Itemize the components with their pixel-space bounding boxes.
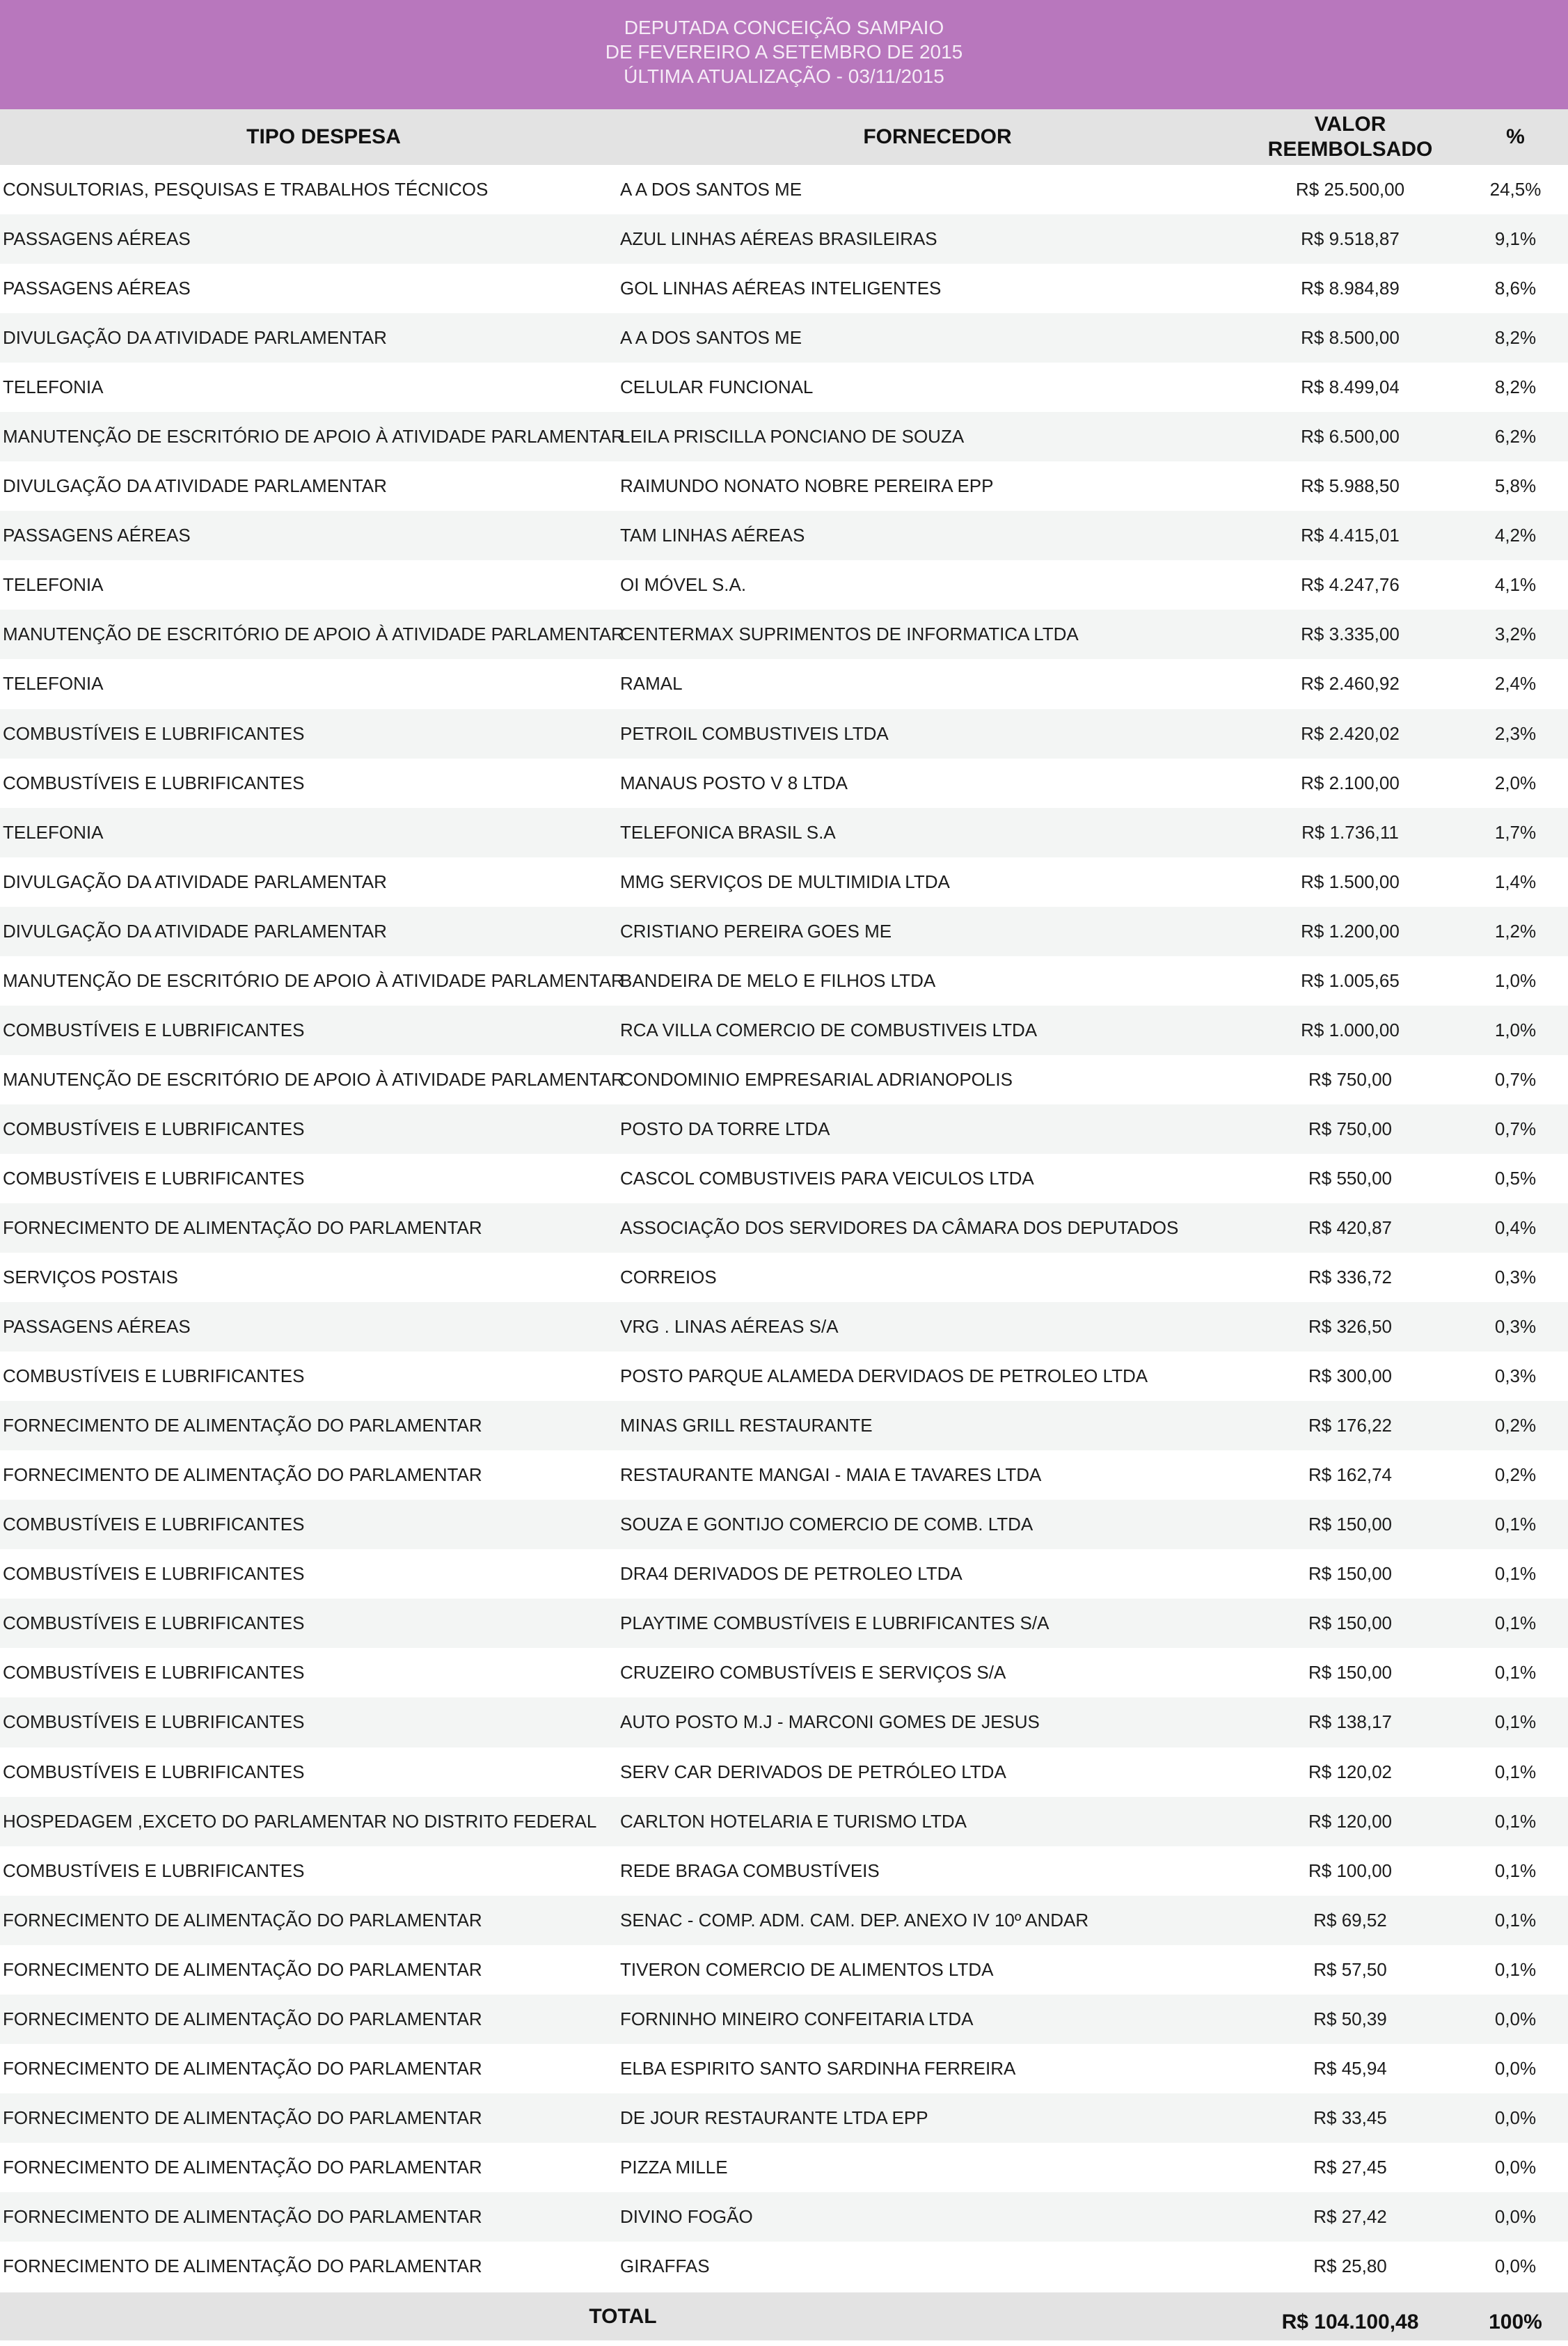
cell-valor: R$ 300,00	[1308, 1365, 1392, 1387]
cell-percent: 0,0%	[1494, 2107, 1537, 2128]
cell-valor: R$ 25.500,00	[1295, 179, 1405, 200]
cell-valor: R$ 150,00	[1308, 1662, 1392, 1683]
cell-percent: 1,2%	[1494, 920, 1537, 942]
table-row	[0, 759, 1568, 808]
table-row	[0, 264, 1568, 313]
cell-fornecedor: RAIMUNDO NONATO NOBRE PEREIRA EPP	[620, 475, 994, 497]
table-row	[0, 2192, 1568, 2242]
cell-percent: 0,2%	[1494, 1415, 1537, 1436]
cell-tipo-despesa: COMBUSTÍVEIS E LUBRIFICANTES	[3, 1860, 305, 1881]
cell-fornecedor: CELULAR FUNCIONAL	[620, 377, 814, 398]
cell-valor: R$ 100,00	[1308, 1860, 1392, 1881]
cell-tipo-despesa: DIVULGAÇÃO DA ATIVIDADE PARLAMENTAR	[3, 327, 387, 349]
cell-valor: R$ 25,80	[1313, 2255, 1387, 2276]
cell-tipo-despesa: SERVIÇOS POSTAIS	[3, 1267, 178, 1288]
cell-tipo-despesa: COMBUSTÍVEIS E LUBRIFICANTES	[3, 1612, 305, 1634]
total-percent: 100%	[1489, 2310, 1542, 2333]
cell-percent: 8,2%	[1494, 327, 1537, 349]
cell-valor: R$ 176,22	[1308, 1415, 1392, 1436]
cell-tipo-despesa: FORNECIMENTO DE ALIMENTAÇÃO DO PARLAMENTAR	[3, 1958, 482, 1980]
cell-valor: R$ 5.988,50	[1301, 475, 1400, 497]
cell-tipo-despesa: COMBUSTÍVEIS E LUBRIFICANTES	[3, 1167, 305, 1189]
table-row	[0, 1352, 1568, 1401]
cell-fornecedor: CASCOL COMBUSTIVEIS PARA VEICULOS LTDA	[620, 1167, 1034, 1189]
cell-valor: R$ 750,00	[1308, 1068, 1392, 1090]
cell-fornecedor: CENTERMAX SUPRIMENTOS DE INFORMATICA LTDA	[620, 624, 1079, 645]
cell-fornecedor: CRISTIANO PEREIRA GOES ME	[620, 920, 892, 942]
table-row	[0, 1995, 1568, 2044]
table-row	[0, 1302, 1568, 1352]
cell-valor: R$ 120,00	[1308, 1810, 1392, 1832]
cell-fornecedor: A A DOS SANTOS ME	[620, 327, 802, 349]
cell-valor: R$ 1.500,00	[1301, 871, 1400, 892]
cell-tipo-despesa: FORNECIMENTO DE ALIMENTAÇÃO DO PARLAMENTAR	[3, 2255, 482, 2276]
cell-fornecedor: ELBA ESPIRITO SANTO SARDINHA FERREIRA	[620, 2057, 1016, 2079]
cell-tipo-despesa: COMBUSTÍVEIS E LUBRIFICANTES	[3, 1118, 305, 1139]
cell-percent: 2,0%	[1494, 772, 1537, 793]
table-row	[0, 2143, 1568, 2192]
cell-tipo-despesa: TELEFONIA	[3, 574, 104, 596]
cell-tipo-despesa: MANUTENÇÃO DE ESCRITÓRIO DE APOIO À ATIVIDADE PARLAMENTAR	[3, 426, 624, 447]
cell-valor: R$ 9.518,87	[1301, 228, 1400, 250]
cell-tipo-despesa: TELEFONIA	[3, 377, 104, 398]
cell-percent: 0,3%	[1494, 1365, 1537, 1387]
table-row	[0, 1253, 1568, 1302]
table-row	[0, 659, 1568, 708]
cell-fornecedor: FORNINHO MINEIRO CONFEITARIA LTDA	[620, 2008, 974, 2029]
cell-percent: 0,1%	[1494, 1612, 1537, 1634]
cell-fornecedor: POSTO DA TORRE LTDA	[620, 1118, 830, 1139]
table-total-row	[0, 2292, 1568, 2340]
cell-valor: R$ 162,74	[1308, 1464, 1392, 1486]
cell-tipo-despesa: TELEFONIA	[3, 673, 104, 695]
cell-percent: 0,7%	[1494, 1068, 1537, 1090]
cell-fornecedor: REDE BRAGA COMBUSTÍVEIS	[620, 1860, 880, 1881]
cell-tipo-despesa: COMBUSTÍVEIS E LUBRIFICANTES	[3, 1711, 305, 1733]
cell-fornecedor: LEILA PRISCILLA PONCIANO DE SOUZA	[620, 426, 965, 447]
table-row	[0, 808, 1568, 857]
cell-percent: 6,2%	[1494, 426, 1537, 447]
cell-percent: 0,1%	[1494, 1860, 1537, 1881]
cell-fornecedor: TAM LINHAS AÉREAS	[620, 525, 805, 546]
cell-percent: 0,7%	[1494, 1118, 1537, 1139]
table-row	[0, 1549, 1568, 1599]
cell-valor: R$ 8.500,00	[1301, 327, 1400, 349]
cell-fornecedor: SENAC - COMP. ADM. CAM. DEP. ANEXO IV 10º ANDAR	[620, 1909, 1089, 1931]
table-row	[0, 313, 1568, 363]
table-row	[0, 1599, 1568, 1648]
table-row	[0, 1896, 1568, 1945]
cell-fornecedor: BANDEIRA DE MELO E FILHOS LTDA	[620, 969, 936, 991]
cell-percent: 9,1%	[1494, 228, 1537, 250]
cell-fornecedor: A A DOS SANTOS ME	[620, 179, 802, 200]
cell-fornecedor: PLAYTIME COMBUSTÍVEIS E LUBRIFICANTES S/A	[620, 1612, 1050, 1634]
table-row	[0, 461, 1568, 511]
cell-valor: R$ 336,72	[1308, 1267, 1392, 1288]
report-title: DEPUTADA CONCEIÇÃO SAMPAIO	[624, 17, 944, 38]
cell-valor: R$ 8.984,89	[1301, 278, 1400, 299]
table-row	[0, 1203, 1568, 1253]
table-row	[0, 1747, 1568, 1797]
cell-tipo-despesa: FORNECIMENTO DE ALIMENTAÇÃO DO PARLAMENTAR	[3, 1909, 482, 1931]
table-row	[0, 1154, 1568, 1203]
cell-valor: R$ 8.499,04	[1301, 377, 1400, 398]
cell-tipo-despesa: PASSAGENS AÉREAS	[3, 278, 191, 299]
cell-percent: 0,1%	[1494, 1810, 1537, 1832]
cell-tipo-despesa: FORNECIMENTO DE ALIMENTAÇÃO DO PARLAMENTAR	[3, 2156, 482, 2178]
cell-valor: R$ 150,00	[1308, 1612, 1392, 1634]
cell-tipo-despesa: FORNECIMENTO DE ALIMENTAÇÃO DO PARLAMENTAR	[3, 2107, 482, 2128]
table-row	[0, 1697, 1568, 1747]
cell-valor: R$ 120,02	[1308, 1761, 1392, 1782]
cell-tipo-despesa: FORNECIMENTO DE ALIMENTAÇÃO DO PARLAMENTAR	[3, 2205, 482, 2227]
cell-tipo-despesa: MANUTENÇÃO DE ESCRITÓRIO DE APOIO À ATIVIDADE PARLAMENTAR	[3, 969, 624, 991]
cell-fornecedor: CORREIOS	[620, 1267, 717, 1288]
cell-fornecedor: VRG . LINAS AÉREAS S/A	[620, 1316, 839, 1338]
cell-tipo-despesa: COMBUSTÍVEIS E LUBRIFICANTES	[3, 1662, 305, 1683]
table-row	[0, 1500, 1568, 1549]
total-value: R$ 104.100,48	[1281, 2310, 1419, 2333]
table-row	[0, 1648, 1568, 1697]
cell-percent: 0,0%	[1494, 2255, 1537, 2276]
report-period: DE FEVEREIRO A SETEMBRO DE 2015	[605, 41, 963, 63]
cell-percent: 24,5%	[1489, 179, 1542, 200]
cell-percent: 0,0%	[1494, 2057, 1537, 2079]
cell-valor: R$ 50,39	[1313, 2008, 1387, 2029]
cell-fornecedor: SERV CAR DERIVADOS DE PETRÓLEO LTDA	[620, 1761, 1006, 1782]
cell-percent: 0,2%	[1494, 1464, 1537, 1486]
cell-percent: 0,1%	[1494, 1958, 1537, 1980]
cell-fornecedor: MMG SERVIÇOS DE MULTIMIDIA LTDA	[620, 871, 950, 892]
cell-percent: 1,0%	[1494, 1019, 1537, 1040]
table-row	[0, 907, 1568, 956]
cell-tipo-despesa: PASSAGENS AÉREAS	[3, 1316, 191, 1338]
cell-valor: R$ 420,87	[1308, 1217, 1392, 1238]
column-header-percent: %	[1506, 125, 1525, 148]
cell-percent: 0,1%	[1494, 1662, 1537, 1683]
cell-tipo-despesa: COMBUSTÍVEIS E LUBRIFICANTES	[3, 1365, 305, 1387]
cell-percent: 8,6%	[1494, 278, 1537, 299]
cell-tipo-despesa: DIVULGAÇÃO DA ATIVIDADE PARLAMENTAR	[3, 920, 387, 942]
cell-tipo-despesa: PASSAGENS AÉREAS	[3, 525, 191, 546]
cell-fornecedor: PIZZA MILLE	[620, 2156, 728, 2178]
cell-percent: 0,1%	[1494, 1711, 1537, 1733]
cell-tipo-despesa: FORNECIMENTO DE ALIMENTAÇÃO DO PARLAMENTAR	[3, 2008, 482, 2029]
table-row	[0, 1846, 1568, 1896]
cell-valor: R$ 150,00	[1308, 1563, 1392, 1585]
cell-percent: 8,2%	[1494, 377, 1537, 398]
table-row	[0, 1401, 1568, 1450]
table-row	[0, 165, 1568, 214]
cell-fornecedor: CARLTON HOTELARIA E TURISMO LTDA	[620, 1810, 967, 1832]
table-row	[0, 511, 1568, 560]
table-row	[0, 1104, 1568, 1154]
cell-fornecedor: DE JOUR RESTAURANTE LTDA EPP	[620, 2107, 928, 2128]
cell-tipo-despesa: COMBUSTÍVEIS E LUBRIFICANTES	[3, 1514, 305, 1535]
cell-tipo-despesa: HOSPEDAGEM ,EXCETO DO PARLAMENTAR NO DISTRITO FEDERAL	[3, 1810, 597, 1832]
cell-fornecedor: MINAS GRILL RESTAURANTE	[620, 1415, 873, 1436]
table-row	[0, 2044, 1568, 2093]
cell-valor: R$ 27,45	[1313, 2156, 1387, 2178]
cell-fornecedor: DRA4 DERIVADOS DE PETROLEO LTDA	[620, 1563, 963, 1585]
table-row	[0, 214, 1568, 264]
cell-fornecedor: OI MÓVEL S.A.	[620, 574, 747, 596]
cell-valor: R$ 4.247,76	[1301, 574, 1400, 596]
table-header	[0, 109, 1568, 165]
cell-tipo-despesa: DIVULGAÇÃO DA ATIVIDADE PARLAMENTAR	[3, 871, 387, 892]
cell-percent: 0,1%	[1494, 1563, 1537, 1585]
column-header-fornecedor: FORNECEDOR	[863, 125, 1012, 148]
table-row	[0, 2242, 1568, 2291]
cell-fornecedor: DIVINO FOGÃO	[620, 2205, 753, 2227]
cell-percent: 1,7%	[1494, 821, 1537, 843]
cell-tipo-despesa: CONSULTORIAS, PESQUISAS E TRABALHOS TÉCNICOS	[3, 179, 489, 200]
column-header-valor-reembolsado	[1239, 109, 1462, 165]
cell-valor: R$ 45,94	[1313, 2057, 1387, 2079]
cell-percent: 0,5%	[1494, 1167, 1537, 1189]
cell-valor: R$ 33,45	[1313, 2107, 1387, 2128]
cell-valor: R$ 57,50	[1313, 1958, 1387, 1980]
cell-fornecedor: RESTAURANTE MANGAI - MAIA E TAVARES LTDA	[620, 1464, 1042, 1486]
table-row	[0, 857, 1568, 907]
cell-fornecedor: POSTO PARQUE ALAMEDA DERVIDAOS DE PETROLEO LTDA	[620, 1365, 1148, 1387]
cell-percent: 4,2%	[1494, 525, 1537, 546]
cell-fornecedor: MANAUS POSTO V 8 LTDA	[620, 772, 848, 793]
cell-fornecedor: PETROIL COMBUSTIVEIS LTDA	[620, 722, 889, 744]
cell-fornecedor: AZUL LINHAS AÉREAS BRASILEIRAS	[620, 228, 937, 250]
cell-tipo-despesa: FORNECIMENTO DE ALIMENTAÇÃO DO PARLAMENTAR	[3, 1415, 482, 1436]
cell-percent: 0,1%	[1494, 1761, 1537, 1782]
cell-fornecedor: ASSOCIAÇÃO DOS SERVIDORES DA CÂMARA DOS DEPUTADOS	[620, 1217, 1179, 1238]
cell-fornecedor: CONDOMINIO EMPRESARIAL ADRIANOPOLIS	[620, 1068, 1013, 1090]
cell-percent: 0,3%	[1494, 1316, 1537, 1338]
report-update-date: ÚLTIMA ATUALIZAÇÃO - 03/11/2015	[624, 65, 944, 87]
table-row	[0, 1945, 1568, 1995]
cell-tipo-despesa: FORNECIMENTO DE ALIMENTAÇÃO DO PARLAMENTAR	[3, 1464, 482, 1486]
cell-fornecedor: RCA VILLA COMERCIO DE COMBUSTIVEIS LTDA	[620, 1019, 1038, 1040]
cell-percent: 5,8%	[1494, 475, 1537, 497]
cell-percent: 0,0%	[1494, 2205, 1537, 2227]
cell-percent: 1,4%	[1494, 871, 1537, 892]
cell-percent: 0,3%	[1494, 1267, 1537, 1288]
cell-percent: 0,1%	[1494, 1909, 1537, 1931]
cell-tipo-despesa: COMBUSTÍVEIS E LUBRIFICANTES	[3, 1563, 305, 1585]
cell-tipo-despesa: COMBUSTÍVEIS E LUBRIFICANTES	[3, 1761, 305, 1782]
cell-percent: 0,0%	[1494, 2008, 1537, 2029]
cell-valor: R$ 326,50	[1308, 1316, 1392, 1338]
cell-fornecedor: TELEFONICA BRASIL S.A	[620, 821, 836, 843]
table-row	[0, 610, 1568, 659]
cell-percent: 3,2%	[1494, 624, 1537, 645]
table-row	[0, 412, 1568, 461]
cell-tipo-despesa: PASSAGENS AÉREAS	[3, 228, 191, 250]
total-label: TOTAL	[589, 2304, 657, 2328]
cell-fornecedor: GOL LINHAS AÉREAS INTELIGENTES	[620, 278, 942, 299]
table-row	[0, 2093, 1568, 2143]
cell-valor: R$ 27,42	[1313, 2205, 1387, 2227]
cell-tipo-despesa: COMBUSTÍVEIS E LUBRIFICANTES	[3, 722, 305, 744]
table-row	[0, 956, 1568, 1006]
cell-valor: R$ 1.736,11	[1301, 821, 1399, 843]
cell-percent: 2,4%	[1494, 673, 1537, 695]
table-row	[0, 1450, 1568, 1500]
cell-valor: R$ 1.200,00	[1301, 920, 1400, 942]
cell-valor: R$ 550,00	[1308, 1167, 1392, 1189]
cell-valor: R$ 138,17	[1308, 1711, 1392, 1733]
cell-tipo-despesa: FORNECIMENTO DE ALIMENTAÇÃO DO PARLAMENTAR	[3, 2057, 482, 2079]
table-row	[0, 560, 1568, 610]
cell-valor: R$ 1.000,00	[1301, 1019, 1400, 1040]
table-body	[0, 165, 1568, 2291]
cell-valor: R$ 1.005,65	[1301, 969, 1400, 991]
column-header-valor-line2: REEMBOLSADO	[1267, 138, 1433, 161]
cell-valor: R$ 2.420,02	[1301, 722, 1400, 744]
cell-fornecedor: TIVERON COMERCIO DE ALIMENTOS LTDA	[620, 1958, 994, 1980]
cell-percent: 4,1%	[1494, 574, 1537, 596]
cell-valor: R$ 3.335,00	[1301, 624, 1400, 645]
cell-fornecedor: SOUZA E GONTIJO COMERCIO DE COMB. LTDA	[620, 1514, 1034, 1535]
cell-valor: R$ 2.460,92	[1301, 673, 1400, 695]
cell-tipo-despesa: COMBUSTÍVEIS E LUBRIFICANTES	[3, 772, 305, 793]
column-header-valor-line1: VALOR	[1314, 113, 1386, 136]
table-row	[0, 1797, 1568, 1846]
cell-tipo-despesa: MANUTENÇÃO DE ESCRITÓRIO DE APOIO À ATIVIDADE PARLAMENTAR	[3, 1068, 624, 1090]
cell-tipo-despesa: TELEFONIA	[3, 821, 104, 843]
cell-percent: 1,0%	[1494, 969, 1537, 991]
cell-valor: R$ 2.100,00	[1301, 772, 1400, 793]
cell-tipo-despesa: COMBUSTÍVEIS E LUBRIFICANTES	[3, 1019, 305, 1040]
cell-fornecedor: GIRAFFAS	[620, 2255, 710, 2276]
cell-percent: 0,0%	[1494, 2156, 1537, 2178]
cell-tipo-despesa: FORNECIMENTO DE ALIMENTAÇÃO DO PARLAMENTAR	[3, 1217, 482, 1238]
cell-percent: 0,1%	[1494, 1514, 1537, 1535]
cell-tipo-despesa: DIVULGAÇÃO DA ATIVIDADE PARLAMENTAR	[3, 475, 387, 497]
cell-fornecedor: RAMAL	[620, 673, 683, 695]
cell-valor: R$ 4.415,01	[1301, 525, 1400, 546]
cell-valor: R$ 6.500,00	[1301, 426, 1400, 447]
cell-fornecedor: AUTO POSTO M.J - MARCONI GOMES DE JESUS	[620, 1711, 1040, 1733]
cell-tipo-despesa: MANUTENÇÃO DE ESCRITÓRIO DE APOIO À ATIVIDADE PARLAMENTAR	[3, 624, 624, 645]
column-header-tipo-despesa: TIPO DESPESA	[246, 125, 401, 148]
cell-valor: R$ 150,00	[1308, 1514, 1392, 1535]
cell-percent: 0,4%	[1494, 1217, 1537, 1238]
table-row	[0, 1006, 1568, 1055]
report-header	[0, 0, 1568, 109]
table-row	[0, 709, 1568, 759]
cell-valor: R$ 750,00	[1308, 1118, 1392, 1139]
cell-fornecedor: CRUZEIRO COMBUSTÍVEIS E SERVIÇOS S/A	[620, 1662, 1006, 1683]
cell-valor: R$ 69,52	[1313, 1909, 1387, 1931]
cell-percent: 2,3%	[1494, 722, 1537, 744]
table-row	[0, 363, 1568, 412]
table-row	[0, 1055, 1568, 1104]
